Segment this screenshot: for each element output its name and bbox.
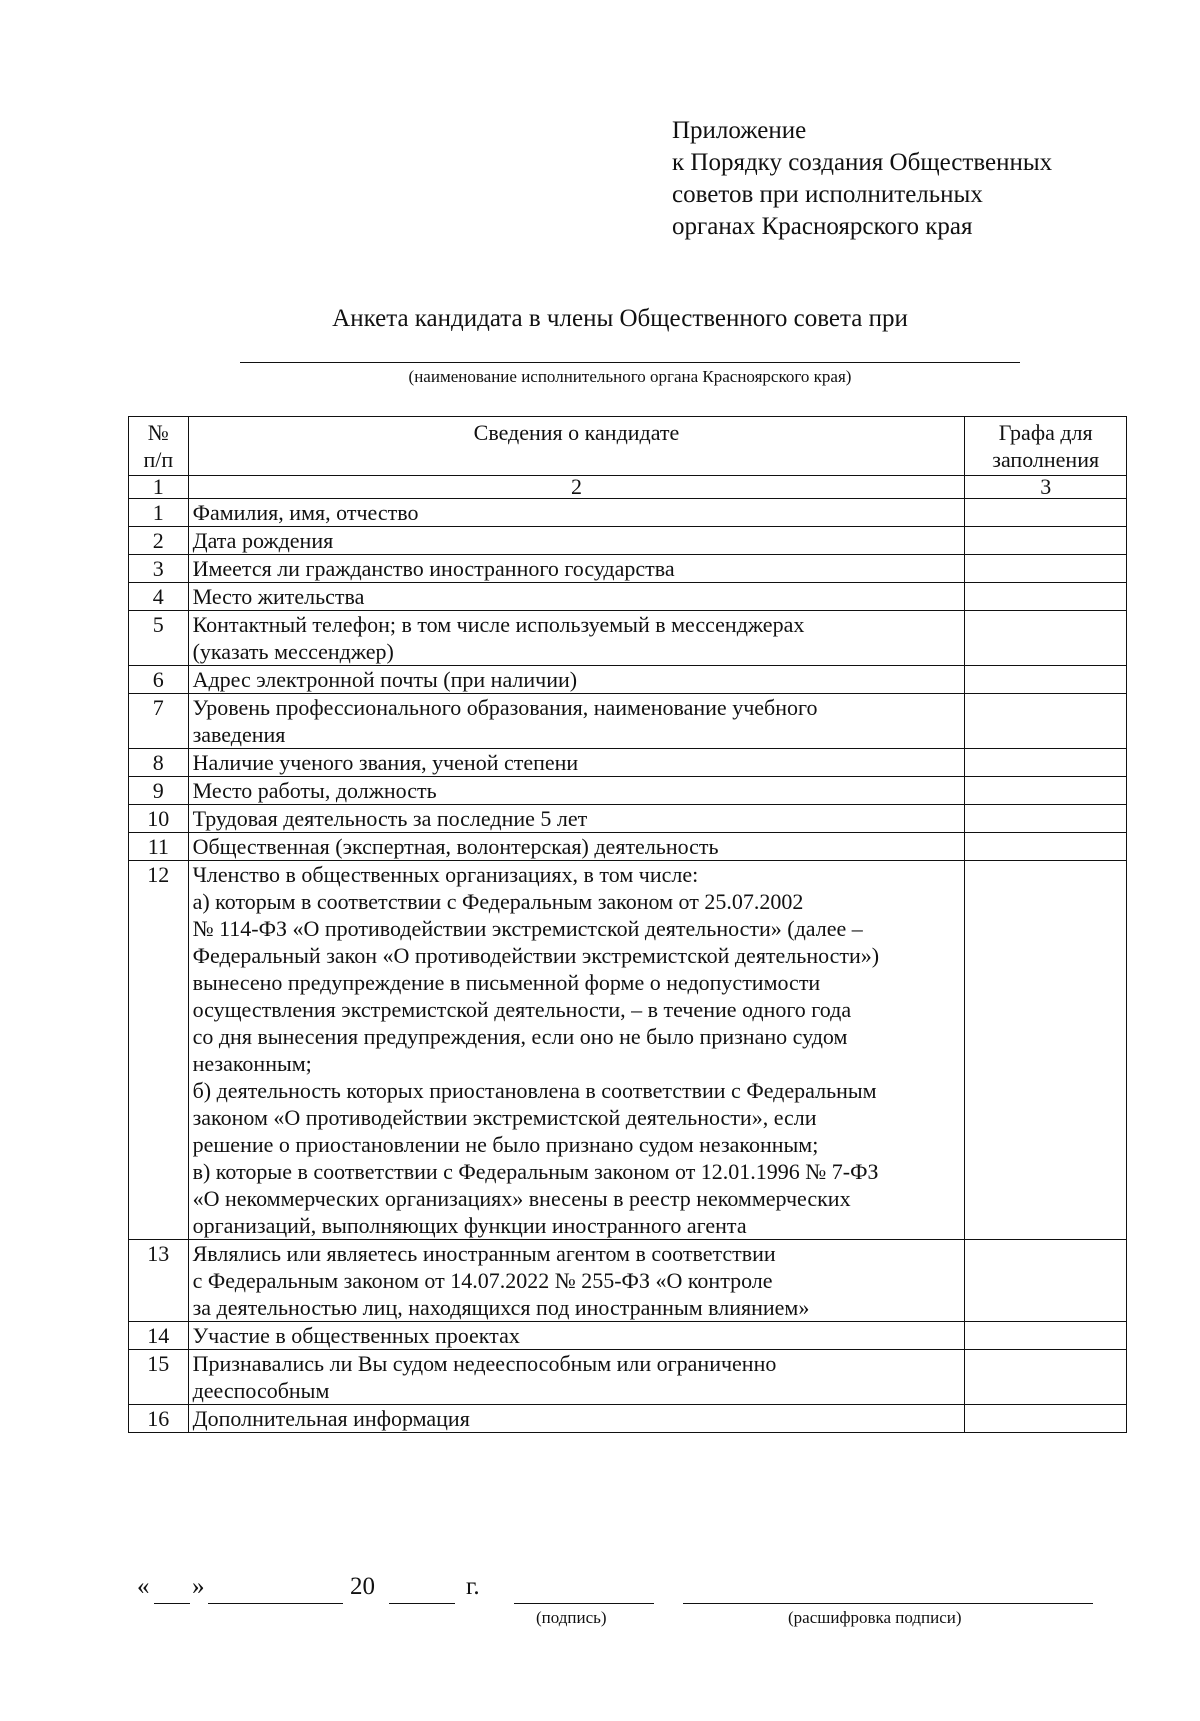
question-line: в) которые в соответствии с Федеральным законом от 12.01.1996 № 7-ФЗ xyxy=(192,1159,879,1184)
question-line: Адрес электронной почты (при наличии) xyxy=(192,667,578,692)
question-line: Место работы, должность xyxy=(192,778,437,803)
question-line: (указать мессенджер) xyxy=(192,639,394,664)
row-question xyxy=(188,583,965,611)
answer-cell[interactable] xyxy=(965,666,1127,694)
table-row xyxy=(129,1322,1127,1350)
question-line: Контактный телефон; в том числе используемый в мессенджерах xyxy=(192,612,805,637)
column-index-3: 3 xyxy=(965,476,1127,499)
question-line: № 114-ФЗ «О противодействии экстремистской деятельности» (далее – xyxy=(192,916,863,941)
row-number: 9 xyxy=(129,777,189,805)
row-number: 4 xyxy=(129,583,189,611)
row-question xyxy=(188,861,965,1240)
row-number: 3 xyxy=(129,555,189,583)
answer-cell[interactable] xyxy=(965,1405,1127,1433)
question-line: за деятельностью лиц, находящихся под иностранным влиянием» xyxy=(192,1295,810,1320)
table-row xyxy=(129,666,1127,694)
row-question xyxy=(188,749,965,777)
question-line: Фамилия, имя, отчество xyxy=(192,500,419,525)
answer-cell[interactable] xyxy=(965,611,1127,666)
answer-cell[interactable] xyxy=(965,583,1127,611)
row-question xyxy=(188,777,965,805)
table-row xyxy=(129,777,1127,805)
question-line: осуществления экстремистской деятельности, – в течение одного года xyxy=(192,997,852,1022)
day-field[interactable] xyxy=(154,1603,190,1604)
question-line: «О некоммерческих организациях» внесены в реестр некоммерческих xyxy=(192,1186,851,1211)
header-fill-line-1: Графа для xyxy=(998,420,1093,445)
answer-cell[interactable] xyxy=(965,1240,1127,1322)
question-line: дееспособным xyxy=(192,1378,330,1403)
question-line: Участие в общественных проектах xyxy=(192,1323,520,1348)
row-number: 1 xyxy=(129,499,189,527)
answer-cell[interactable] xyxy=(965,1350,1127,1405)
row-number: 12 xyxy=(129,861,189,1240)
answer-cell[interactable] xyxy=(965,777,1127,805)
table-row xyxy=(129,583,1127,611)
table-row xyxy=(129,1350,1127,1405)
question-line: Являлись или являетесь иностранным агентом в соответствии xyxy=(192,1241,776,1266)
row-question xyxy=(188,833,965,861)
table-row xyxy=(129,499,1127,527)
answer-cell[interactable] xyxy=(965,749,1127,777)
question-line: Признавались ли Вы судом недееспособным или ограниченно xyxy=(192,1351,777,1376)
question-line: Имеется ли гражданство иностранного государства xyxy=(192,556,675,581)
header-num-line-1: № xyxy=(147,420,169,445)
appendix-block xyxy=(672,115,1052,243)
question-line: решение о приостановлении не было признано судом незаконным; xyxy=(192,1132,819,1157)
answer-cell[interactable] xyxy=(965,555,1127,583)
header-fill-line-2: заполнения xyxy=(992,447,1100,472)
table-row xyxy=(129,527,1127,555)
header-fill-cell xyxy=(965,417,1127,476)
row-number: 15 xyxy=(129,1350,189,1405)
table-row xyxy=(129,861,1127,1240)
answer-cell[interactable] xyxy=(965,499,1127,527)
column-index-row xyxy=(129,476,1127,499)
header-num-line-2: п/п xyxy=(143,447,174,472)
org-name-caption: (наименование исполнительного органа Красноярского края) xyxy=(408,367,852,386)
row-number: 6 xyxy=(129,666,189,694)
row-question xyxy=(188,527,965,555)
table-row xyxy=(129,611,1127,666)
decoding-caption: (расшифровка подписи) xyxy=(788,1608,962,1627)
table-row xyxy=(129,1240,1127,1322)
question-line: Трудовая деятельность за последние 5 лет xyxy=(192,806,588,831)
question-line: незаконным; xyxy=(192,1051,312,1076)
row-number: 14 xyxy=(129,1322,189,1350)
question-line: со дня вынесения предупреждения, если оно не было признано судом xyxy=(192,1024,848,1049)
header-info-cell: Сведения о кандидате xyxy=(188,417,965,476)
row-number: 8 xyxy=(129,749,189,777)
question-line: а) которым в соответствии с Федеральным законом от 25.07.2002 xyxy=(192,889,804,914)
document-title: Анкета кандидата в члены Общественного совета при xyxy=(332,305,908,332)
row-question xyxy=(188,1350,965,1405)
form-table-body xyxy=(129,417,1127,1433)
quote-open: « xyxy=(137,1573,150,1600)
signature-footer xyxy=(0,1565,1200,1665)
table-row xyxy=(129,555,1127,583)
question-line: Уровень профессионального образования, наименование учебного xyxy=(192,695,818,720)
answer-cell[interactable] xyxy=(965,1322,1127,1350)
answer-cell[interactable] xyxy=(965,805,1127,833)
row-question xyxy=(188,499,965,527)
appendix-line-1: Приложение xyxy=(672,117,807,144)
candidate-form-table xyxy=(128,416,1127,1433)
row-question xyxy=(188,555,965,583)
answer-cell[interactable] xyxy=(965,861,1127,1240)
row-number: 5 xyxy=(129,611,189,666)
appendix-line-3: советов при исполнительных xyxy=(672,181,983,208)
question-line: Общественная (экспертная, волонтерская) деятельность xyxy=(192,834,719,859)
row-question xyxy=(188,611,965,666)
question-line: Дополнительная информация xyxy=(192,1406,470,1431)
row-question xyxy=(188,1240,965,1322)
column-index-1: 1 xyxy=(129,476,189,499)
signature-decoding-field[interactable] xyxy=(683,1603,1093,1604)
question-line: вынесено предупреждение в письменной форме о недопустимости xyxy=(192,970,821,995)
quote-close: » xyxy=(192,1573,205,1600)
answer-cell[interactable] xyxy=(965,833,1127,861)
question-line: заведения xyxy=(192,722,286,747)
table-row xyxy=(129,749,1127,777)
row-question xyxy=(188,805,965,833)
question-line: б) деятельность которых приостановлена в соответствии с Федеральным xyxy=(192,1078,877,1103)
row-number: 11 xyxy=(129,833,189,861)
table-row xyxy=(129,805,1127,833)
row-number: 7 xyxy=(129,694,189,749)
table-row xyxy=(129,1405,1127,1433)
org-name-underline xyxy=(240,362,1020,363)
row-question xyxy=(188,666,965,694)
table-row xyxy=(129,694,1127,749)
question-line: организаций, выполняющих функции иностранного агента xyxy=(192,1213,747,1238)
row-question xyxy=(188,1322,965,1350)
year-field[interactable] xyxy=(389,1603,455,1604)
appendix-line-2: к Порядку создания Общественных xyxy=(672,149,1053,176)
header-num-cell xyxy=(129,417,189,476)
question-line: с Федеральным законом от 14.07.2022 № 255-ФЗ «О контроле xyxy=(192,1268,773,1293)
month-field[interactable] xyxy=(208,1603,343,1604)
question-line: Федеральный закон «О противодействии экстремистской деятельности») xyxy=(192,943,880,968)
question-line: Членство в общественных организациях, в том числе: xyxy=(192,862,699,887)
row-number: 10 xyxy=(129,805,189,833)
table-header-row xyxy=(129,417,1127,476)
signature-field[interactable] xyxy=(514,1603,654,1604)
year-prefix: 20 xyxy=(350,1573,375,1600)
question-line: законом «О противодействии экстремистской деятельности», если xyxy=(192,1105,817,1130)
row-number: 2 xyxy=(129,527,189,555)
table-row xyxy=(129,833,1127,861)
column-index-2: 2 xyxy=(188,476,965,499)
appendix-line-4: органах Красноярского края xyxy=(672,213,973,240)
question-line: Место жительства xyxy=(192,584,365,609)
question-line: Дата рождения xyxy=(192,528,334,553)
row-number: 13 xyxy=(129,1240,189,1322)
row-question xyxy=(188,694,965,749)
signature-caption: (подпись) xyxy=(536,1608,607,1627)
question-line: Наличие ученого звания, ученой степени xyxy=(192,750,579,775)
answer-cell[interactable] xyxy=(965,694,1127,749)
answer-cell[interactable] xyxy=(965,527,1127,555)
row-question xyxy=(188,1405,965,1433)
row-number: 16 xyxy=(129,1405,189,1433)
year-suffix: г. xyxy=(466,1573,480,1600)
